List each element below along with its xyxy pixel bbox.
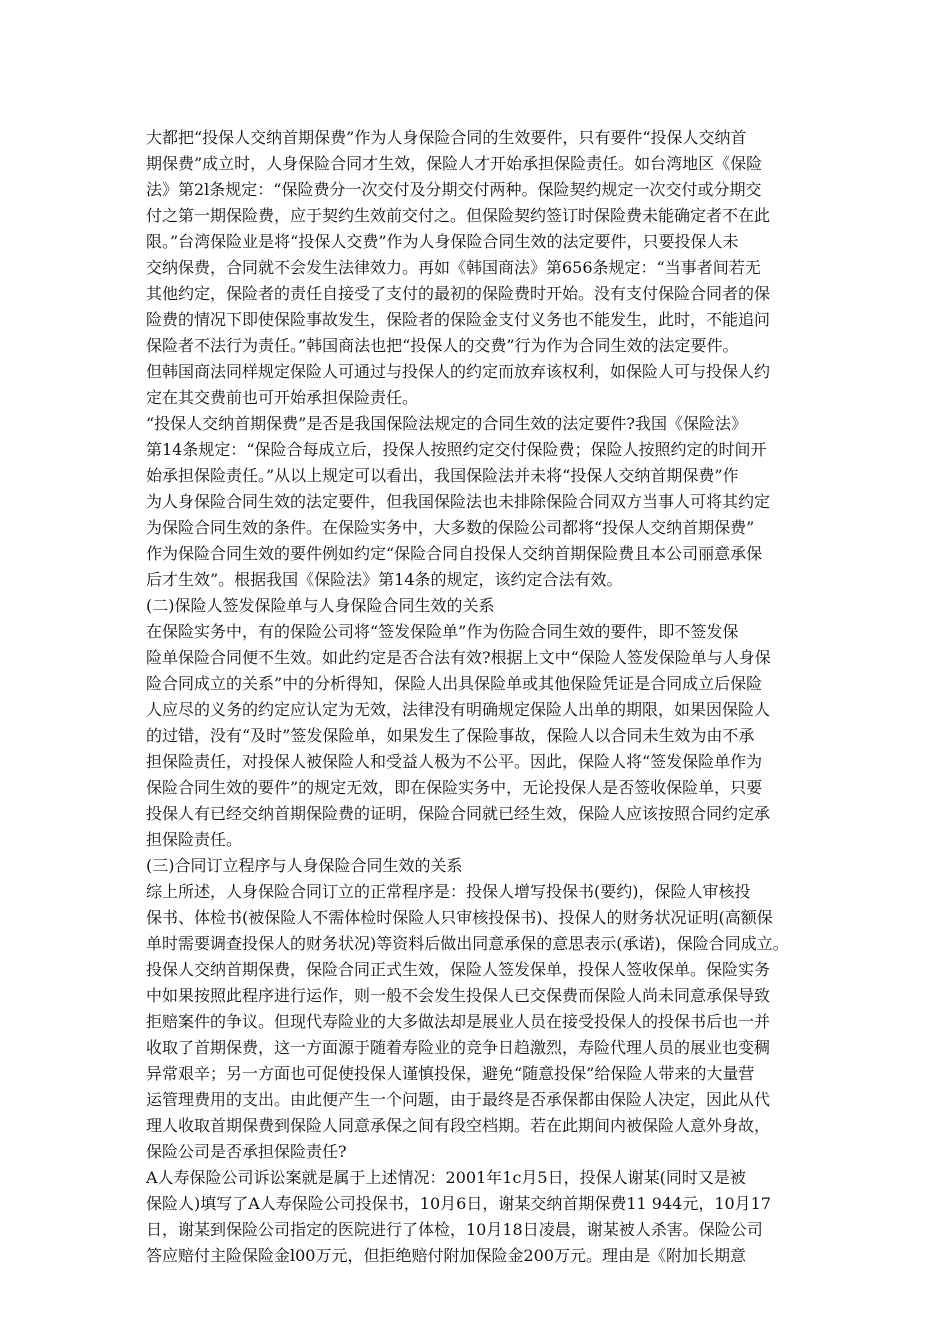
text-line: 险费的情况下即使保险事故发生，保险者的保险金支付义务也不能发生，此时，不能追问 (146, 310, 771, 329)
text-line: 大都把“投保人交纳首期保费”作为人身保险合同的生效要件，只有要件“投保人交纳首 (146, 128, 747, 147)
text-line: 单时需要调查投保人的财务状况)等资料后做出同意承保的意思表示(承诺)，保险合同成立。 (146, 934, 789, 953)
text-line: 险单保险合同便不生效。如此约定是否合法有效?根据上文中“保险人签发保险单与人身保 (146, 648, 771, 667)
body-paragraph (146, 411, 810, 593)
text-line: 异常艰辛；另一方面也可促使投保人谨慎投保，避免“随意投保”给保险人带来的大量营 (146, 1064, 755, 1083)
heading-text: (三)合同订立程序与人身保险合同生效的关系 (146, 856, 463, 875)
body-paragraph (146, 125, 810, 411)
text-line: 拒赔案件的争议。但现代寿险业的大多做法却是展业人员在接受投保人的投保书后也一并 (146, 1012, 771, 1031)
text-line: 始承担保险责任。”从以上规定可以看出，我国保险法并未将“投保人交纳首期保费”作 (146, 466, 739, 485)
text-line: 为保险合同生效的条件。在保险实务中，大多数的保险公司都将“投保人交纳首期保费” (146, 518, 755, 537)
text-line: A人寿保险公司诉讼案就是属于上述情况：2001年1c月5日，投保人谢某(同时又是被 (146, 1168, 746, 1187)
text-line: 作为保险合同生效的要件例如约定“保险合同自投保人交纳首期保险费且本公司丽意承保 (146, 544, 763, 563)
document-body (146, 125, 810, 1269)
text-line: 的过错，没有“及时”签发保险单，如果发生了保险事故，保险人以合同未生效为由不承 (146, 726, 755, 745)
text-line: 险合同成立的关系”中的分析得知，保险人出具保险单或其他保险凭证是合同成立后保险 (146, 674, 763, 693)
text-line: 保书、体检书(被保险人不需体检时保险人只审核投保书)、投保人的财务状况证明(高额保 (146, 908, 773, 927)
text-line: 中如果按照此程序进行运作，则一般不会发生投保人已交保费而保险人尚未同意承保导致 (146, 986, 771, 1005)
text-line: 期保费”成立时，人身保险合同才生效，保险人才开始承担保险责任。如台湾地区《保险 (146, 154, 763, 173)
text-line: 答应赔付主险保险金l00万元，但拒绝赔付附加保险金200万元。理由是《附加长期意 (146, 1246, 747, 1265)
text-line: 保险合同生效的要件”的规定无效，即在保险实务中，无论投保人是否签收保险单，只要 (146, 778, 763, 797)
body-paragraph (146, 1165, 810, 1269)
text-line: 投保人有已经交纳首期保险费的证明，保险合同就已经生效，保险人应该按照合同约定承 (146, 804, 771, 823)
text-line: 定在其交费前也可开始承担保险责任。 (146, 388, 419, 407)
text-line: 担保险责任。 (146, 830, 243, 849)
text-line: 运管理费用的支出。由此便产生一个问题，由于最终是否承保都由保险人决定，因此从代 (146, 1090, 771, 1109)
text-line: 保险人)填写了A人寿保险公司投保书，10月6日，谢某交纳首期保费11 944元，10月17 (146, 1194, 772, 1213)
text-line: 投保人交纳首期保费，保险合同正式生效，保险人签发保单，投保人签收保单。保险实务 (146, 960, 771, 979)
text-line: 交纳保费，合同就不会发生法律效力。再如《韩国商法》第656条规定：“当事者间若无 (146, 258, 761, 277)
text-line: 担保险责任，对投保人被保险人和受益人极为不公平。因此，保险人将“签发保险单作为 (146, 752, 763, 771)
heading-text: (二)保险人签发保险单与人身保险合同生效的关系 (146, 596, 495, 615)
text-line: 人应尽的义务的约定应认定为无效，法律没有明确规定保险人出单的期限，如果因保险人 (146, 700, 771, 719)
text-line: 第14条规定：“保险合每成立后，投保人按照约定交付保险费；保险人按照约定的时间开 (146, 440, 767, 459)
section-heading (146, 593, 810, 619)
text-line: 付之第一期保险费，应于契约生效前交付之。但保险契约签订时保险费未能确定者不在此 (146, 206, 771, 225)
text-line: 后才生效”。根据我国《保险法》第14条的规定，该约定合法有效。 (146, 570, 623, 589)
section-heading (146, 853, 810, 879)
body-paragraph (146, 879, 810, 1165)
text-line: 保险公司是否承担保险责任? (146, 1142, 347, 1161)
text-line: 但韩国商法同样规定保险人可通过与投保人的约定而放弃该权利，如保险人可与投保人约 (146, 362, 771, 381)
text-line: 收取了首期保费，这一方面源于随着寿险业的竞争日趋激烈，寿险代理人员的展业也变稠 (146, 1038, 771, 1057)
text-line: 保险者不法行为责任。”韩国商法也把“投保人的交费”行为作为合同生效的法定要件。 (146, 336, 739, 355)
body-paragraph (146, 619, 810, 853)
text-line: 限。”台湾保险业是将“投保人交费”作为人身保险合同生效的法定要件，只要投保人未 (146, 232, 739, 251)
text-line: 日，谢某到保险公司指定的医院进行了体检，10月18日凌晨，谢某被人杀害。保险公司 (146, 1220, 763, 1239)
text-line: “投保人交纳首期保费”是否是我国保险法规定的合同生效的法定要件?我国《保险法》 (146, 414, 747, 433)
text-line: 理人收取首期保费到保险人同意承保之间有段空档期。若在此期间内被保险人意外身故， (146, 1116, 771, 1135)
text-line: 为人身保险合同生效的法定要件，但我国保险法也未排除保险合同双方当事人可将其约定 (146, 492, 771, 511)
text-line: 其他约定，保险者的责任自接受了支付的最初的保险费时开始。没有支付保险合同者的保 (146, 284, 771, 303)
text-line: 在保险实务中，有的保险公司将“签发保险单”作为伤险合同生效的要件，即不签发保 (146, 622, 739, 641)
text-line: 法》第2l条规定：“保险费分一次交付及分期交付两种。保险契约规定一次交付或分期交 (146, 180, 762, 199)
text-line: 综上所述，人身保险合同订立的正常程序是：投保人增写投保书(要约)，保险人审核投 (146, 882, 751, 901)
